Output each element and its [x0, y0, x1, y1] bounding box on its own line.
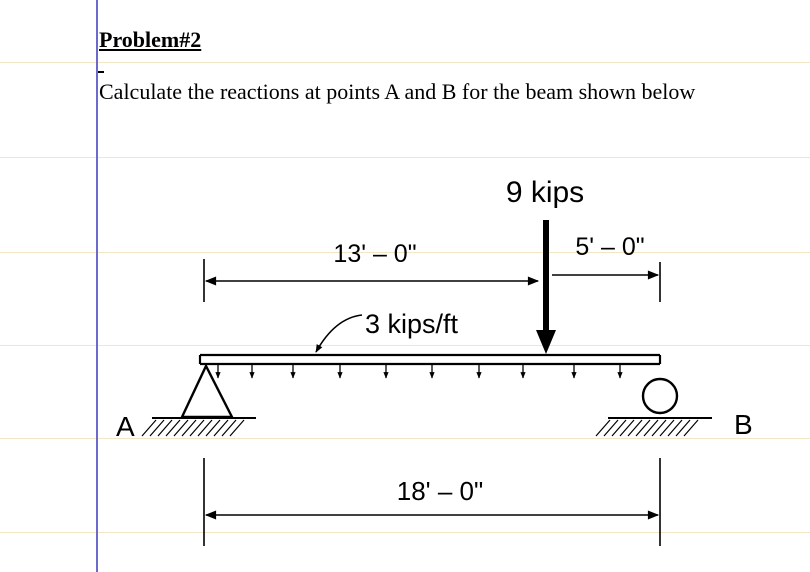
- pin-support-a: [142, 366, 256, 436]
- dim-label-5: 5' – 0": [575, 233, 645, 261]
- roller-support-b: [596, 379, 712, 436]
- ground-hatch-b: [596, 420, 698, 436]
- distributed-load-label: 3 kips/ft: [365, 309, 459, 339]
- support-b-label: B: [734, 409, 753, 440]
- distributed-load-leader: [316, 315, 362, 352]
- point-load-label: 9 kips: [505, 176, 585, 209]
- top-dimension: [204, 259, 660, 302]
- beam: [200, 355, 660, 364]
- point-load-arrow: [536, 220, 556, 354]
- support-a-label: A: [116, 411, 135, 442]
- problem-question: Calculate the reactions at points A and B for the beam shown below: [99, 79, 696, 104]
- problem-title: Problem#2: [99, 27, 202, 52]
- distributed-load-arrows: [218, 364, 620, 378]
- dim-label-13: 13' – 0": [333, 240, 417, 268]
- dim-label-18: 18' – 0": [396, 476, 484, 506]
- ground-hatch-a: [142, 420, 244, 436]
